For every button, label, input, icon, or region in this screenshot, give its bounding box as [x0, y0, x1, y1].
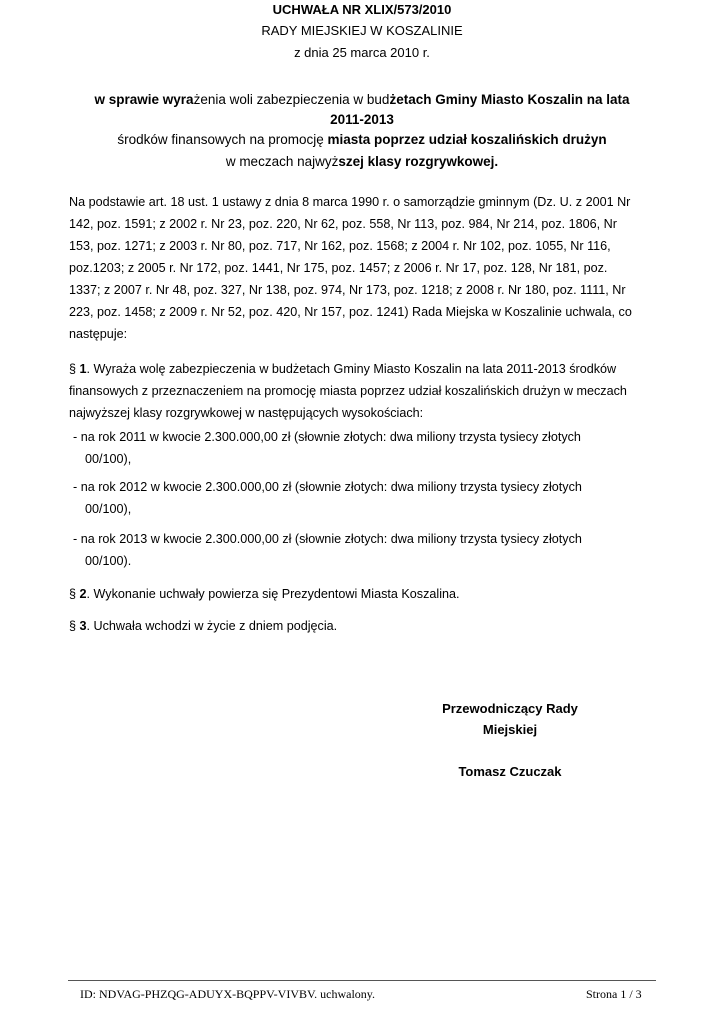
section-mark: § — [69, 587, 80, 601]
amount-item-2013 — [73, 528, 663, 572]
subject-text: środków finansowych na promocję — [117, 132, 328, 147]
section-number: 1 — [79, 362, 87, 376]
section-1-line — [69, 358, 669, 380]
legal-basis-line: poz.1203; z 2005 r. Nr 172, poz. 1441, Nr 175, poz. 1457; z 2006 r. Nr 17, poz. 128, Nr 181, poz. — [69, 261, 608, 275]
resolution-title: UCHWAŁA NR XLIX/573/2010 — [272, 2, 452, 17]
section-mark: § — [69, 362, 80, 376]
subject-text: żenia woli zabezpieczenia w bud — [193, 92, 390, 107]
section-text: . Uchwała wchodzi w życie z dniem podjęcia. — [86, 619, 338, 633]
legal-basis-line: 153, poz. 1271; z 2003 r. Nr 80, poz. 717, Nr 162, poz. 1568; z 2004 r. Nr 102, poz. 1055, Nr 116, — [69, 239, 611, 253]
legal-basis-line: 1337; z 2007 r. Nr 48, poz. 327, Nr 138, poz. 974, Nr 173, poz. 1218; z 2008 r. Nr 180, poz. 1111, Nr — [69, 283, 626, 297]
legal-basis-line: 142, poz. 1591; z 2002 r. Nr 23, poz. 220, Nr 62, poz. 558, Nr 113, poz. 984, Nr 214, poz. 1806, Nr — [69, 217, 617, 231]
legal-basis-line: Na podstawie art. 18 ust. 1 ustawy z dnia 8 marca 1990 r. o samorządzie gminnym (Dz. U. z 2001 Nr — [69, 195, 631, 209]
page-number: Strona 1 / 3 — [586, 987, 642, 1001]
subject-line-4 — [62, 152, 662, 172]
footer-divider — [68, 980, 656, 981]
signature-role: Przewodniczący Rady — [442, 701, 578, 716]
section-mark: § — [69, 619, 80, 633]
section-2 — [69, 583, 669, 605]
section-1-line: finansowych z przeznaczeniem na promocję miasta poprzez udział koszalińskich drużyn w meczach — [69, 384, 627, 398]
subject-line-1 — [62, 90, 662, 110]
section-text: . Wyraża wolę zabezpieczenia w budżetach Gminy Miasto Koszalin na lata 2011-2013 środków — [86, 362, 617, 376]
subject-line-2: 2011-2013 — [330, 112, 394, 127]
section-number: 3 — [79, 619, 87, 633]
subject-text: żetach Gminy Miasto Koszalin na lata — [389, 92, 630, 107]
resolution-date: z dnia 25 marca 2010 r. — [294, 45, 430, 60]
subject-text: w sprawie wyra — [94, 92, 194, 107]
signature-role: Miejskiej — [482, 722, 538, 737]
amount-item-line: - na rok 2012 w kwocie 2.300.000,00 zł (słownie złotych: dwa miliony trzysta tysiecy złotych — [73, 480, 582, 494]
subject-text: w meczach najwyż — [225, 154, 339, 169]
section-1 — [69, 358, 669, 424]
legal-basis-line: następuje: — [69, 327, 128, 341]
subject-text: szej klasy rozgrywkowej. — [338, 154, 499, 169]
subject-line-3 — [62, 130, 662, 150]
legal-basis-line: 223, poz. 1458; z 2009 r. Nr 52, poz. 420, Nr 157, poz. 1241) Rada Miejska w Koszalinie uchwala, co — [69, 305, 632, 319]
section-1-line: najwyższej klasy rozgrywkowej w następujących wysokościach: — [69, 406, 424, 420]
section-text: . Wykonanie uchwały powierza się Prezydentowi Miasta Koszalina. — [86, 587, 460, 601]
amount-item-line: - na rok 2013 w kwocie 2.300.000,00 zł (słownie złotych: dwa miliony trzysta tysiecy złotych — [73, 532, 582, 546]
document-id: ID: NDVAG-PHZQG-ADUYX-BQPPV-VIVBV. uchwalony. — [80, 987, 376, 1001]
amount-item-2012 — [73, 476, 663, 520]
section-3 — [69, 615, 669, 637]
legal-basis-paragraph — [69, 191, 669, 345]
subject-text: miasta poprzez udział koszalińskich drużyn — [327, 132, 607, 147]
amount-item-line: - na rok 2011 w kwocie 2.300.000,00 zł (słownie złotych: dwa miliony trzysta tysiecy złotych — [73, 430, 581, 444]
amount-item-2011 — [73, 426, 663, 470]
amount-item-line: 00/100), — [85, 502, 132, 516]
signature-name: Tomasz Czuczak — [458, 764, 562, 779]
amount-item-line: 00/100). — [85, 554, 132, 568]
amount-item-line: 00/100), — [85, 452, 132, 466]
resolution-issuer: RADY MIEJSKIEJ W KOSZALINIE — [261, 23, 463, 38]
section-number: 2 — [79, 587, 87, 601]
